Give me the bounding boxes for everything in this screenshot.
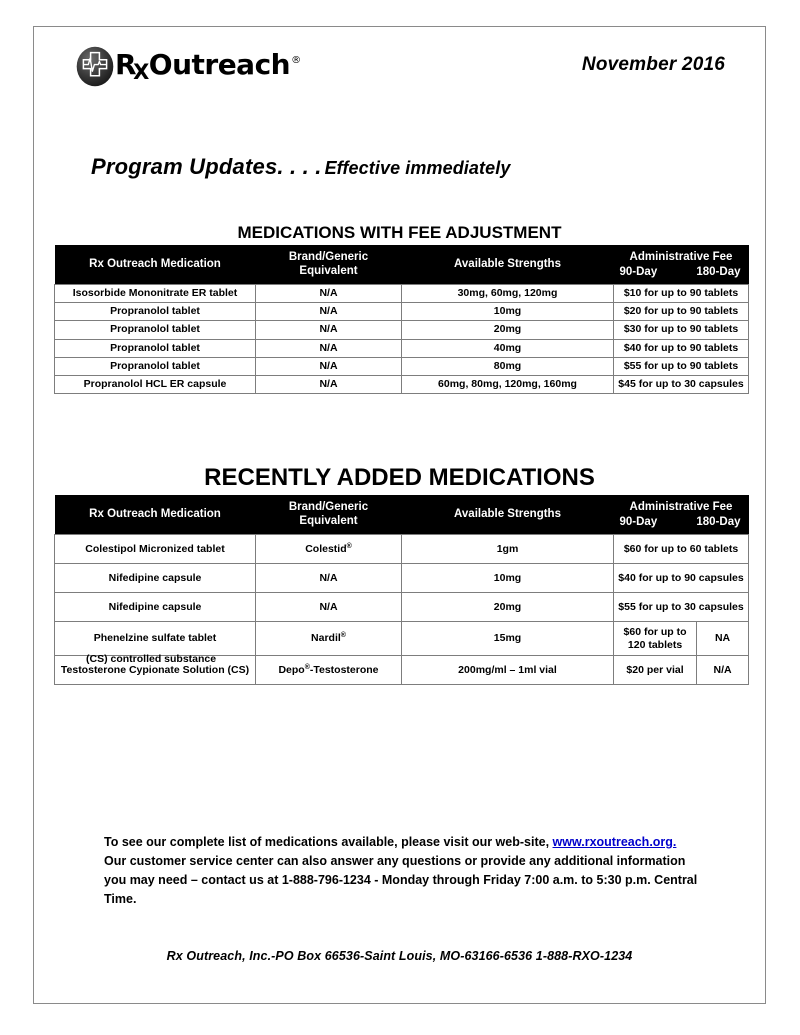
cell-brand-generic: N/A: [256, 285, 402, 303]
table-row: [55, 593, 749, 622]
cell-brand-generic: [256, 535, 402, 564]
column-header-medication: [55, 245, 256, 285]
contact-text-before-link: To see our complete list of medications available, please visit our web-site,: [104, 835, 553, 849]
cell-brand-generic: N/A: [256, 375, 402, 393]
table-header-row: [55, 245, 749, 285]
logo-rx-letter: R: [115, 48, 137, 81]
cell-strengths: 60mg, 80mg, 120mg, 160mg: [402, 375, 614, 393]
table-header-row: [55, 495, 749, 535]
table-row: [55, 564, 749, 593]
cell-fee: $20 for up to 90 tablets: [614, 303, 749, 321]
cell-brand-generic: N/A: [256, 321, 402, 339]
cell-fee-split: [614, 656, 749, 685]
cell-brand-generic: N/A: [256, 593, 402, 622]
cell-fee: $30 for up to 90 tablets: [614, 321, 749, 339]
table-row: [55, 622, 749, 656]
cell-fee: $55 for up to 30 capsules: [614, 593, 749, 622]
page-sheet: [33, 26, 766, 1004]
table-row: [55, 303, 749, 321]
cell-strengths: 200mg/ml – 1ml vial: [402, 656, 614, 685]
table-header: [55, 495, 749, 535]
column-header-brand-generic: [256, 495, 402, 535]
cell-medication: Colestipol Micronized tablet: [55, 535, 256, 564]
cell-strengths: 80mg: [402, 357, 614, 375]
column-header-administrative-fee: [614, 245, 749, 285]
cell-strengths: 40mg: [402, 339, 614, 357]
logo-outreach-text: Outreach: [148, 48, 291, 81]
brand-logo: [76, 44, 301, 88]
rx-cross-heartbeat-icon: [76, 46, 114, 87]
table-header: [55, 245, 749, 285]
cell-fee: $10 for up to 90 tablets: [614, 285, 749, 303]
cell-fee-180day: NA: [714, 632, 731, 645]
cell-brand-generic: [256, 656, 402, 685]
cell-strengths: 10mg: [402, 564, 614, 593]
cell-fee-90day: $20 per vial: [614, 656, 697, 684]
medications-fee-adjustment-table: [54, 245, 749, 394]
registered-mark-icon: ®: [340, 632, 346, 640]
cell-brand-generic: N/A: [256, 303, 402, 321]
cell-fee: $45 for up to 30 capsules: [614, 375, 749, 393]
cell-medication: Phenelzine sulfate tablet: [55, 622, 256, 656]
column-header-strengths: [402, 495, 614, 535]
controlled-substance-footnote: (CS) controlled substance: [86, 653, 217, 665]
cell-strengths: 30mg, 60mg, 120mg: [402, 285, 614, 303]
column-header-strengths-label: Available Strengths: [454, 257, 561, 270]
cell-brand-generic: [256, 622, 402, 656]
column-header-brand-generic-line2: Equivalent: [299, 264, 358, 277]
column-header-brand-generic-line2: Equivalent: [299, 514, 358, 527]
registered-mark-icon: ®: [304, 663, 310, 671]
column-header-brand-generic: [256, 245, 402, 285]
cell-medication: Propranolol tablet: [55, 303, 256, 321]
cell-brand-generic: N/A: [256, 357, 402, 375]
column-header-fee-180day: 180-Day: [696, 516, 741, 529]
cell-medication: Isosorbide Mononitrate ER tablet: [55, 285, 256, 303]
column-header-fee-90day: 90-Day: [619, 516, 658, 529]
table-row: [55, 535, 749, 564]
table-row: [55, 339, 749, 357]
registered-mark-icon: ®: [346, 542, 352, 550]
cell-fee-split: [614, 622, 749, 656]
headline-sub-text: Effective immediately: [324, 158, 511, 178]
headline-main-text: Program Updates. . . .: [91, 154, 322, 179]
section-title-recently-added: RECENTLY ADDED MEDICATIONS: [204, 464, 595, 491]
cell-strengths: 15mg: [402, 622, 614, 656]
table-row: [55, 285, 749, 303]
cell-medication: Testosterone Cypionate Solution (CS): [55, 656, 256, 685]
column-header-medication-label: Rx Outreach Medication: [89, 507, 221, 520]
cell-medication: Propranolol tablet: [55, 339, 256, 357]
contact-paragraph: [104, 833, 699, 909]
table-row: [55, 321, 749, 339]
brand-name-text: Depo: [278, 663, 305, 676]
column-header-strengths-label: Available Strengths: [454, 507, 561, 520]
program-updates-headline: [91, 154, 510, 180]
column-header-medication: [55, 495, 256, 535]
rxoutreach-website-link[interactable]: www.rxoutreach.org.: [552, 835, 677, 849]
cell-medication: Nifedipine capsule: [55, 593, 256, 622]
table-body: [55, 285, 749, 394]
column-header-medication-label: Rx Outreach Medication: [89, 257, 221, 270]
cell-fee: $40 for up to 90 capsules: [614, 564, 749, 593]
column-header-fee-180day: 180-Day: [696, 266, 741, 279]
column-header-fee-label: Administrative Fee: [629, 500, 733, 513]
cell-fee: $60 for up to 60 tablets: [614, 535, 749, 564]
issue-date: November 2016: [581, 54, 725, 75]
cell-medication: Propranolol HCL ER capsule: [55, 375, 256, 393]
brand-name-suffix: -Testosterone: [309, 663, 379, 676]
logo-x-letter: X: [133, 60, 149, 84]
column-header-administrative-fee: [614, 495, 749, 535]
cell-medication: Nifedipine capsule: [55, 564, 256, 593]
cell-medication: Propranolol tablet: [55, 357, 256, 375]
cell-brand-generic: N/A: [256, 339, 402, 357]
column-header-fee-label: Administrative Fee: [629, 250, 733, 263]
cell-strengths: 20mg: [402, 321, 614, 339]
table-row: [55, 375, 749, 393]
cell-strengths: 1gm: [402, 535, 614, 564]
contact-text-after-link: Our customer service center can also answer any questions or provide any additional information you may need – contact us at 1-888-796-1234 - Monday through Friday 7:00 a.m. to 5:30 p.m. Central Time.: [104, 854, 698, 906]
cell-strengths: 10mg: [402, 303, 614, 321]
column-header-strengths: [402, 245, 614, 285]
brand-name-text: Nardil: [311, 632, 341, 645]
column-header-brand-generic-line1: Brand/Generic: [288, 251, 369, 263]
registered-mark-icon: ®: [291, 55, 301, 66]
masthead: [34, 27, 765, 97]
brand-name-text: Colestid: [305, 542, 347, 555]
cell-fee: $55 for up to 90 tablets: [614, 357, 749, 375]
column-header-fee-90day: 90-Day: [619, 266, 658, 279]
cell-fee-180day: N/A: [713, 664, 732, 677]
cell-strengths: 20mg: [402, 593, 614, 622]
table-row: [55, 357, 749, 375]
cell-medication: Propranolol tablet: [55, 321, 256, 339]
cell-fee-90day: $60 for up to 120 tablets: [614, 622, 697, 655]
brand-wordmark: [115, 48, 301, 84]
cell-fee: $40 for up to 90 tablets: [614, 339, 749, 357]
section-title-fee-adjustment: MEDICATIONS WITH FEE ADJUSTMENT: [237, 223, 562, 242]
column-header-brand-generic-line1: Brand/Generic: [288, 501, 369, 513]
address-footer: Rx Outreach, Inc.-PO Box 66536-Saint Louis, MO-63166-6536 1-888-RXO-1234: [166, 949, 633, 963]
cell-brand-generic: N/A: [256, 564, 402, 593]
